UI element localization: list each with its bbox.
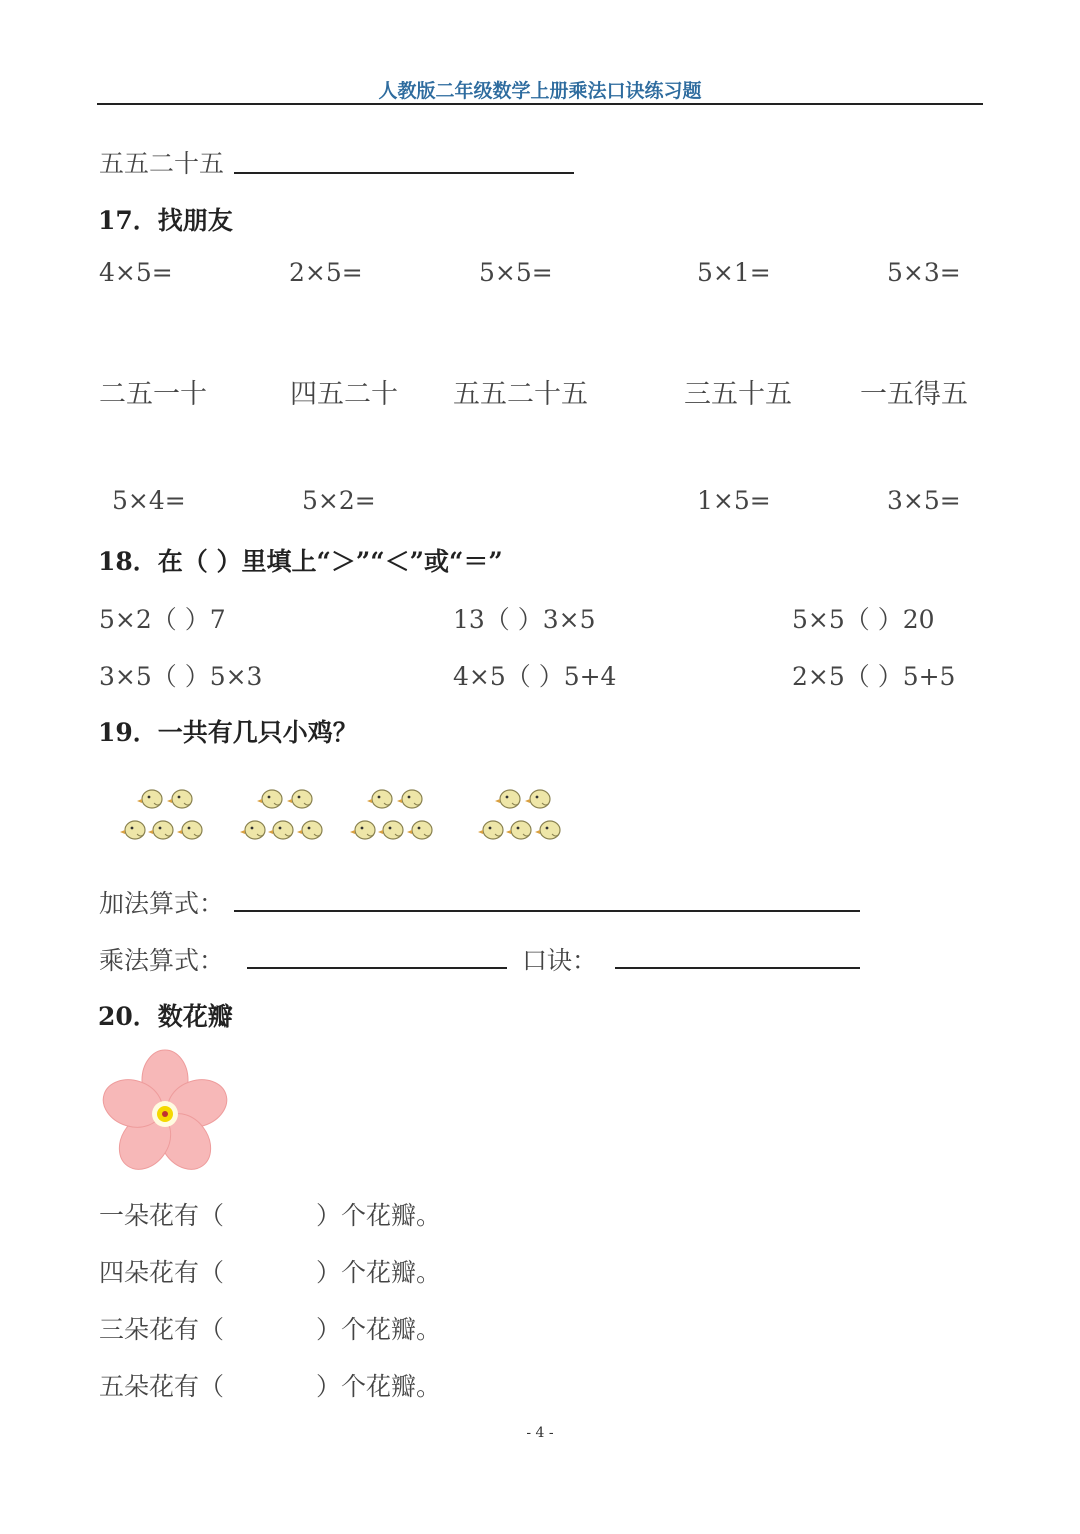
- chick-icon: [120, 790, 202, 839]
- q17-expr: 5×2=: [302, 486, 376, 515]
- q18-compare-item[interactable]: 13（ ）3×5: [453, 605, 596, 634]
- petal-line-post: ）个花瓣。: [316, 1315, 442, 1344]
- page-header-title: 人教版二年级数学上册乘法口诀练习题: [378, 80, 702, 102]
- q18-compare-item[interactable]: 4×5（ ）5+4: [453, 662, 617, 691]
- addition-label: 加法算式：: [99, 889, 225, 918]
- flower-icon: [100, 1048, 230, 1173]
- q17-expr: 3×5=: [887, 486, 961, 515]
- q18-compare-item[interactable]: 5×2（ ）7: [99, 605, 226, 634]
- multiplication-label: 乘法算式：: [99, 946, 225, 975]
- q17-expr: 5×3=: [887, 258, 961, 287]
- q17-expr: 2×5=: [289, 258, 363, 287]
- q17-rhyme[interactable]: 二五一十: [99, 379, 207, 410]
- q18-compare-item[interactable]: 5×5（ ）20: [792, 605, 935, 634]
- q18-title: 18．在（ ）里填上“＞”“＜”或“＝”: [98, 547, 503, 576]
- q17-rhyme[interactable]: 五五二十五: [453, 379, 588, 410]
- petal-line-post: ）个花瓣。: [316, 1372, 442, 1401]
- page-number: - 4 -: [526, 1425, 554, 1441]
- q17-rhyme[interactable]: 一五得五: [860, 379, 968, 410]
- q18-compare-item[interactable]: 2×5（ ）5+5: [792, 662, 956, 691]
- q17-rhyme[interactable]: 四五二十: [290, 379, 398, 410]
- q17-expr: 5×1=: [697, 258, 771, 287]
- chick-icon: [240, 790, 322, 839]
- petal-line-post: ）个花瓣。: [316, 1201, 442, 1230]
- petal-line-pre: 四朵花有（: [99, 1258, 225, 1287]
- q17-expr: 1×5=: [697, 486, 771, 515]
- rhyme-answer-line[interactable]: [615, 967, 860, 969]
- chick-icon: [350, 790, 432, 839]
- petal-line-pre: 三朵花有（: [99, 1315, 225, 1344]
- q17-expr: 5×4=: [112, 486, 186, 515]
- chick-icon: [478, 790, 560, 839]
- carryover-answer-line[interactable]: [234, 172, 574, 174]
- addition-answer-line[interactable]: [234, 910, 860, 912]
- q18-compare-item[interactable]: 3×5（ ）5×3: [99, 662, 263, 691]
- q17-expr: 5×5=: [479, 258, 553, 287]
- q17-title: 17．找朋友: [98, 206, 233, 235]
- multiplication-answer-line[interactable]: [247, 967, 507, 969]
- chicks-illustration: [110, 775, 580, 855]
- petal-line-pre: 五朵花有（: [99, 1372, 225, 1401]
- rhyme-label: 口诀：: [522, 946, 598, 975]
- q17-expr: 4×5=: [99, 258, 173, 287]
- carryover-rhyme: 五五二十五: [99, 149, 225, 178]
- petal-line-post: ）个花瓣。: [316, 1258, 442, 1287]
- q20-title: 20．数花瓣: [98, 1002, 233, 1031]
- header-divider: [97, 103, 983, 105]
- q19-title: 19．一共有几只小鸡？: [98, 718, 358, 747]
- q17-rhyme[interactable]: 三五十五: [684, 379, 792, 410]
- petal-line-pre: 一朵花有（: [99, 1201, 225, 1230]
